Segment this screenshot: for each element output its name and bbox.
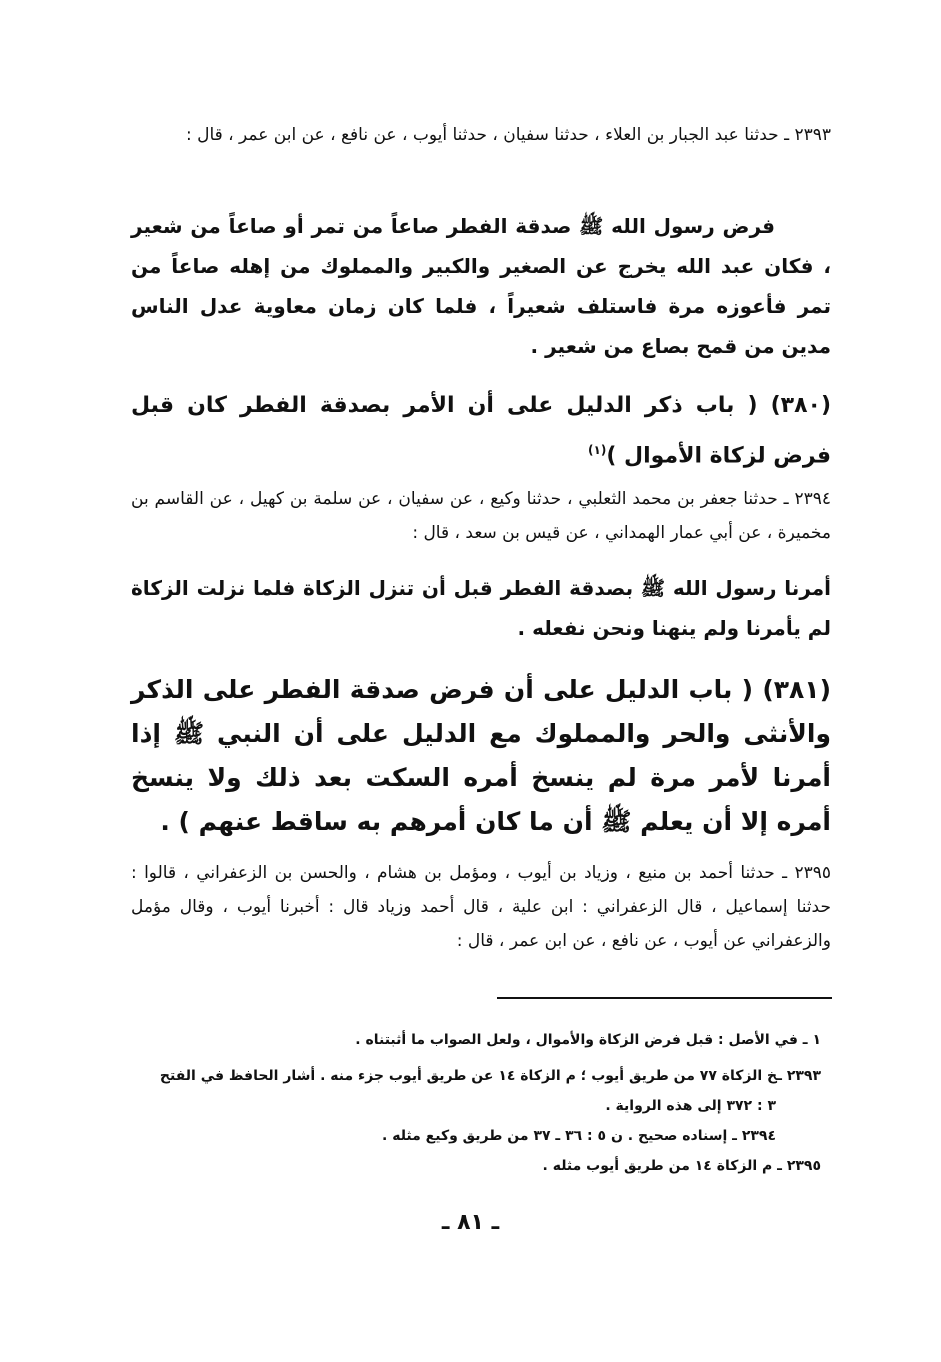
- page-number: ـ ٨١ ـ: [441, 1210, 500, 1235]
- bab-380-heading: [131, 384, 831, 478]
- hadith-2393-isnad: ٢٣٩٣ ـ حدثنا عبد الجبار بن العلاء ، حدثنا سفيان ، حدثنا أيوب ، عن نافع ، عن ابن عمر ، قال :: [185, 125, 831, 145]
- footnote-2393: ٢٣٩٣ ـخ الزكاة ٧٧ من طريق أيوب ؛ م الزكاة ١٤ عن طريق أيوب جزء منه . أشار الحافظ في الفتح: [159, 1068, 821, 1084]
- hadith-2394-matn: أمرنا رسول الله ﷺ بصدقة الفطر قبل أن تنزل الزكاة فلما نزلت الزكاة لم يأمرنا ولم ينهنا ونحن نفعله .: [131, 576, 831, 640]
- hadith-2395-isnad: ٢٣٩٥ ـ حدثنا أحمد بن منيع ، وزياد بن أيوب ، ومؤمل بن هشام ، والحسن بن الزعفراني ، قالوا : حدثنا إسماعيل ، قال الزعفراني : ابن علية ، قال أحمد وزياد قال : أخبرنا أيوب ، وقال مؤمل والزعفراني عن أيوب ، عن نافع ، عن ابن عمر ، قال :: [131, 863, 831, 951]
- hadith-2393-matn: فرض رسول الله ﷺ صدقة الفطر صاعاً من تمر أو صاعاً من شعير ، فكان عبد الله يخرج عن الصغير والكبير والمملوك من إهله صاعاً من تمر فأعوزه مرة فاستلف شعيراً ، فلما كان زمان معاوية عدل الناس مدين من قمح بصاع من شعير .: [131, 214, 831, 358]
- bab-380-title: (٣٨٠) ( باب ذكر الدليل على أن الأمر بصدقة الفطر كان قبل فرض لزكاة الأموال ): [131, 393, 831, 469]
- footnote-marker: (١): [588, 443, 607, 457]
- bab-381-heading: (٣٨١) ( باب الدليل على أن فرض صدقة الفطر على الذكر والأنثى والحر والمملوك مع الدليل على أن النبي ﷺ إذا أمرنا لأمر مرة لم ينسخ أمره السكت بعد ذلك ولا ينسخ أمره إلا أن يعلم ﷺ أن ما كان أمرهم به ساقط عنهم ) .: [131, 675, 831, 836]
- footnote-2395: ٢٣٩٥ ـ م الزكاة ١٤ من طريق أيوب مثله .: [542, 1158, 821, 1174]
- footnote-2393-continued: ٣ : ٣٧٢ إلى هذه الرواية .: [605, 1098, 776, 1114]
- footnote-1: ١ ـ في الأصل : قبل فرض الزكاة والأموال ، ولعل الصواب ما أثبتناه .: [355, 1032, 821, 1048]
- hadith-2394-isnad: ٢٣٩٤ ـ حدثنا جعفر بن محمد الثعلبي ، حدثنا وكيع ، عن سفيان ، عن سلمة بن كهيل ، عن القاسم بن مخميرة ، عن أبي عمار الهمداني ، عن قيس بن سعد ، قال :: [131, 489, 831, 543]
- footnote-divider: [497, 997, 832, 999]
- footnote-2394: ٢٣٩٤ ـ إسناده صحيح . ن ٥ : ٣٦ ـ ٣٧ من طريق وكيع مثله .: [382, 1128, 776, 1144]
